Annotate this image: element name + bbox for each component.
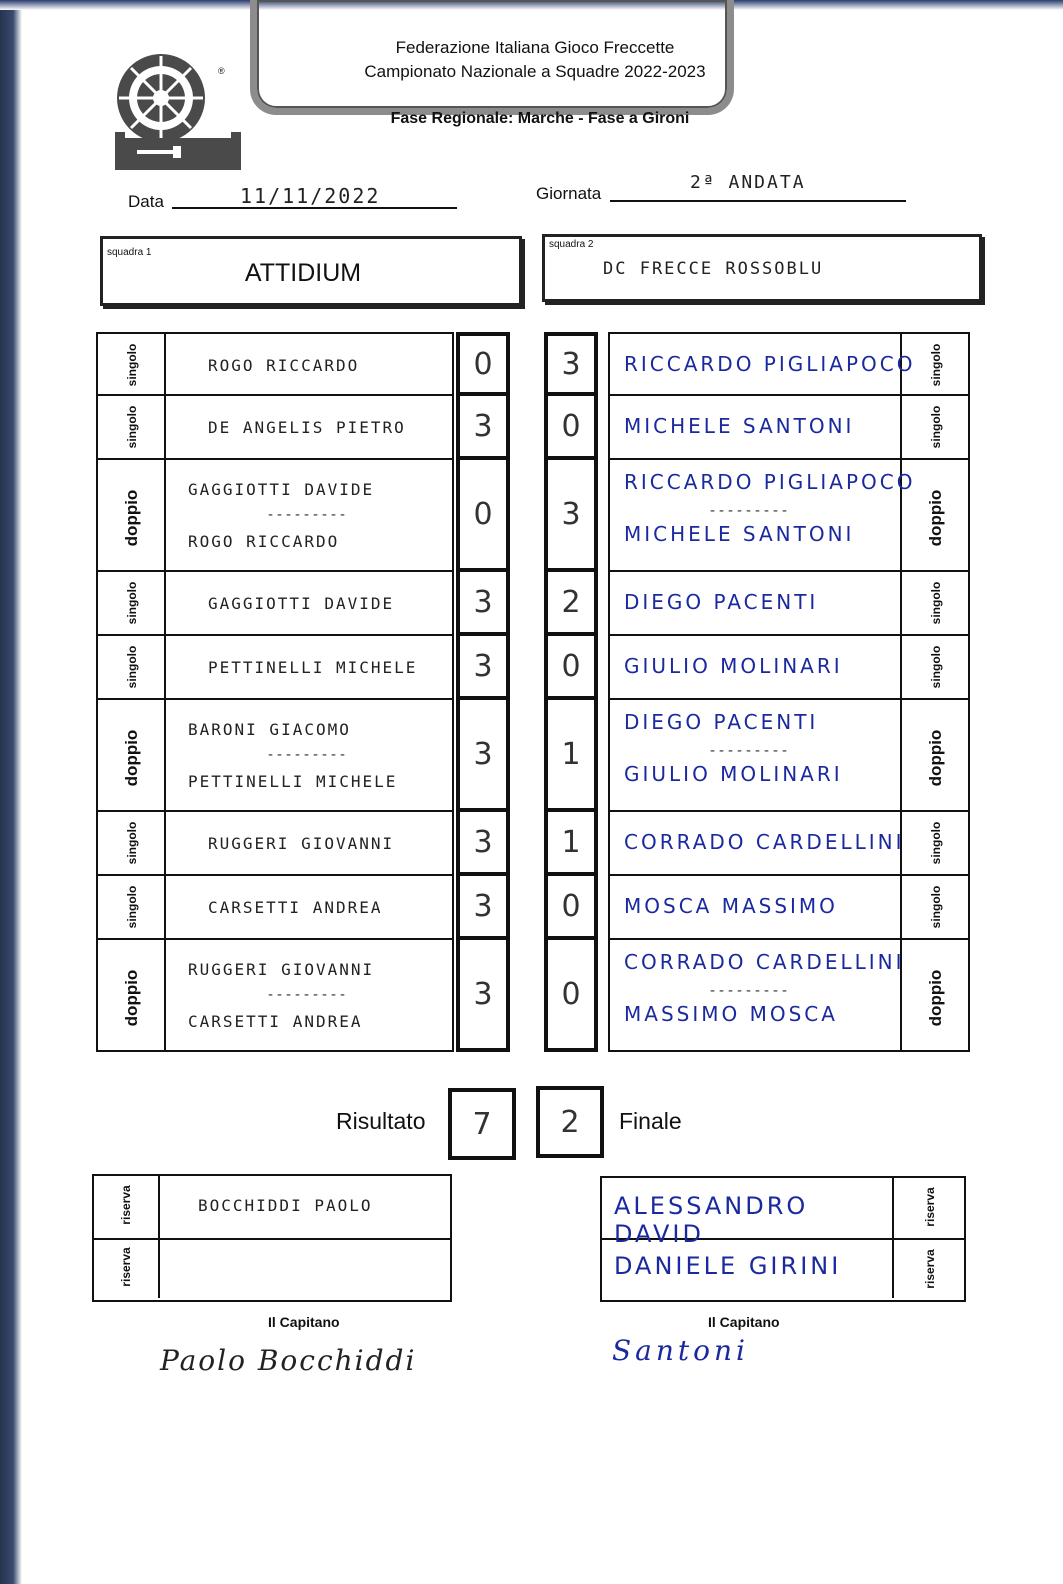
championship-title: Campionato Nazionale a Squadre 2022-2023: [364, 62, 706, 81]
right-match-row: [608, 396, 970, 460]
score-right: 2: [544, 572, 598, 636]
score-right: 0: [544, 396, 598, 460]
score-right: 0: [544, 876, 598, 940]
right-match-row: [608, 636, 970, 700]
score-right: 3: [544, 460, 598, 572]
team2-box: [542, 234, 982, 302]
score-right: 1: [544, 700, 598, 812]
right-match-row: [608, 700, 970, 812]
player-name: MICHELE SANTONI: [624, 522, 855, 546]
player-name: GAGGIOTTI DAVIDE: [188, 480, 375, 499]
left-match-row: [96, 876, 454, 940]
phase-title: Fase Regionale: Marche - Fase a Gironi: [390, 110, 690, 127]
reserve-label: riserva: [923, 1187, 937, 1227]
left-match-row: [96, 812, 454, 876]
right-match-row: [608, 940, 970, 1052]
match-type-label: singolo: [929, 821, 943, 865]
player-name: BARONI GIACOMO: [188, 720, 351, 739]
player-name: CARSETTI ANDREA: [208, 898, 383, 917]
right-match-row: [608, 812, 970, 876]
player-name: ROGO RICCARDO: [188, 532, 340, 551]
reserves-left: [92, 1174, 452, 1302]
data-value: 11/11/2022: [240, 184, 381, 208]
left-match-row: [96, 700, 454, 812]
pair-separator: ---------: [268, 506, 349, 523]
team2-name: DC FRECCE ROSSOBLU: [603, 259, 824, 279]
match-type-label: singolo: [929, 645, 943, 689]
reserve-left-1: BOCCHIDDI PAOLO: [198, 1196, 373, 1215]
giornata-underline: [610, 200, 906, 202]
pair-separator: ---------: [268, 746, 349, 763]
score-right: 3: [544, 332, 598, 396]
reserve-right-1: ALESSANDRO DAVID: [614, 1192, 809, 1248]
player-name: RUGGERI GIOVANNI: [208, 834, 395, 853]
player-name: DIEGO PACENTI: [624, 590, 819, 614]
federation-title: Federazione Italiana Gioco Freccette: [395, 38, 675, 57]
captain-signature-left: Paolo Bocchiddi: [160, 1344, 417, 1377]
result-score-left: 7: [448, 1088, 516, 1160]
reserve-label: riserva: [923, 1249, 937, 1289]
pair-separator: ---------: [710, 502, 791, 519]
player-name: CARSETTI ANDREA: [188, 1012, 363, 1031]
pair-separator: ---------: [710, 742, 791, 759]
player-name: CORRADO CARDELLINI: [624, 950, 905, 974]
match-type-label: singolo: [125, 343, 139, 387]
player-name: MICHELE SANTONI: [624, 414, 855, 438]
team1-name: ATTIDIUM: [244, 259, 362, 287]
match-type-label: singolo: [929, 343, 943, 387]
match-type-label: singolo: [929, 581, 943, 625]
match-type-label: singolo: [929, 405, 943, 449]
right-match-row: [608, 460, 970, 572]
captain-label-left: Il Capitano: [268, 1314, 340, 1330]
reserves-right: [600, 1176, 966, 1302]
score-left: 3: [456, 876, 510, 940]
background-edge: [0, 0, 22, 1584]
score-left: 3: [456, 812, 510, 876]
match-type-label: singolo: [125, 581, 139, 625]
match-type-label: doppio: [926, 489, 945, 547]
right-match-row: [608, 572, 970, 636]
match-type-label: singolo: [125, 885, 139, 929]
giornata-label: Giornata: [536, 184, 602, 203]
left-match-row: [96, 460, 454, 572]
player-name: DIEGO PACENTI: [624, 710, 819, 734]
score-left: 0: [456, 460, 510, 572]
player-name: ROGO RICCARDO: [208, 356, 360, 375]
score-left: 0: [456, 332, 510, 396]
registered-mark: ®: [218, 66, 225, 76]
right-match-row: [608, 876, 970, 940]
score-left: 3: [456, 940, 510, 1052]
left-match-row: [96, 572, 454, 636]
match-type-label: singolo: [125, 645, 139, 689]
captain-signature-right: Santoni: [612, 1334, 750, 1367]
reserve-right-2: DANIELE GIRINI: [614, 1252, 842, 1280]
pair-separator: ---------: [268, 986, 349, 1003]
player-name: DE ANGELIS PIETRO: [208, 418, 406, 437]
left-match-row: [96, 940, 454, 1052]
reserve-label: riserva: [119, 1185, 133, 1225]
team2-label: squadra 2: [549, 239, 594, 250]
score-right: 0: [544, 636, 598, 700]
result-label: Risultato: [336, 1108, 426, 1134]
match-type-label: doppio: [122, 969, 141, 1027]
team1-box: [100, 236, 522, 306]
pair-separator: ---------: [710, 982, 791, 999]
player-name: PETTINELLI MICHELE: [208, 658, 418, 677]
score-left: 3: [456, 700, 510, 812]
player-name: RICCARDO PIGLIAPOCO: [624, 352, 916, 376]
score-right: 1: [544, 812, 598, 876]
score-left: 3: [456, 636, 510, 700]
match-type-label: singolo: [125, 821, 139, 865]
player-name: MOSCA MASSIMO: [624, 894, 838, 918]
player-name: GIULIO MOLINARI: [624, 762, 843, 786]
player-name: RUGGERI GIOVANNI: [188, 960, 375, 979]
match-type-label: doppio: [122, 729, 141, 787]
score-right: 0: [544, 940, 598, 1052]
right-match-row: [608, 332, 970, 396]
player-name: RICCARDO PIGLIAPOCO: [624, 470, 916, 494]
player-name: MASSIMO MOSCA: [624, 1002, 838, 1026]
left-match-row: [96, 636, 454, 700]
match-type-label: singolo: [929, 885, 943, 929]
player-name: GIULIO MOLINARI: [624, 654, 843, 678]
score-left: 3: [456, 396, 510, 460]
player-name: CORRADO CARDELLINI: [624, 830, 905, 854]
team1-label: squadra 1: [107, 247, 152, 258]
player-name: PETTINELLI MICHELE: [188, 772, 398, 791]
captain-label-right: Il Capitano: [708, 1314, 780, 1330]
match-type-label: singolo: [125, 405, 139, 449]
result-score-right: 2: [536, 1086, 604, 1158]
data-label: Data: [128, 192, 164, 211]
player-name: GAGGIOTTI DAVIDE: [208, 594, 395, 613]
giornata-value: 2ª ANDATA: [690, 172, 806, 193]
left-match-row: [96, 332, 454, 396]
reserve-label: riserva: [119, 1247, 133, 1287]
match-type-label: doppio: [926, 969, 945, 1027]
score-left: 3: [456, 572, 510, 636]
match-type-label: doppio: [122, 489, 141, 547]
left-match-row: [96, 396, 454, 460]
finale-label: Finale: [619, 1108, 682, 1134]
match-type-label: doppio: [926, 729, 945, 787]
